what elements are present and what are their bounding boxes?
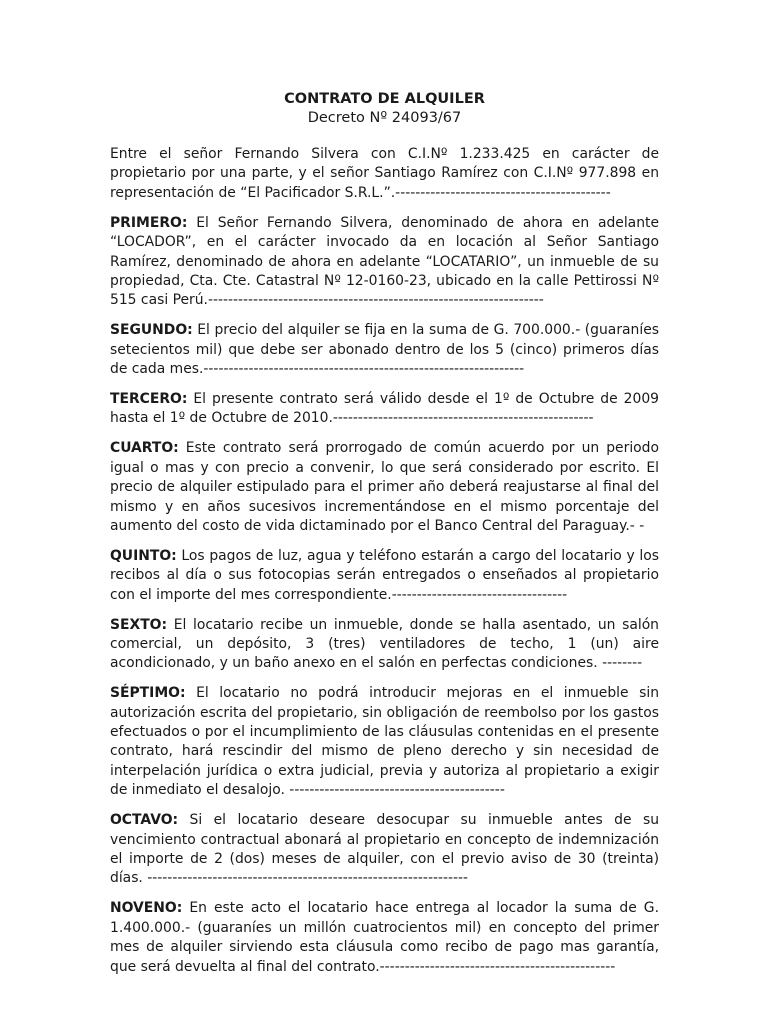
clause-heading: CUARTO: <box>110 440 179 457</box>
clause-heading: SEXTO: <box>110 616 168 633</box>
clause-text: Si el locatario deseare desocupar su inmueble antes de su vencimiento contractual abonará al propietario en concepto de indemnización el importe de 2 (dos) meses de alquiler, con el previo aviso de 30 (treinta) días. ---------------------------------------------------------------- <box>110 812 659 887</box>
clause-septimo <box>110 684 659 800</box>
clause-segundo <box>110 321 659 379</box>
clause-text: Los pagos de luz, agua y teléfono estarán a cargo del locatario y los recibos al día o sus fotocopias serán entregados o enseñados al propietario con el importe del mes correspondiente.----------------------------------- <box>110 547 659 603</box>
clause-primero <box>110 214 659 311</box>
clause-noveno <box>110 899 659 977</box>
clause-text: Este contrato será prorrogado de común acuerdo por un periodo igual o mas y con precio a convenir, lo que será considerado por escrito. El precio de alquiler estipulado para el primer año deberá reajustarse al final del mismo y en años sucesivos incrementándose en el mismo porcentaje del aumento del costo de vida dictaminado por el Banco Central del Paraguay.- - <box>110 440 659 534</box>
clause-cuarto <box>110 439 659 536</box>
clause-quinto <box>110 547 659 605</box>
clause-heading: SÉPTIMO: <box>110 685 186 702</box>
clause-text: El locatario recibe un inmueble, donde se halla asentado, un salón comercial, un depósito, 3 (tres) ventiladores de techo, 1 (un) aire acondicionado, y un baño anexo en el salón en perfectas condiciones. -------- <box>110 616 659 672</box>
clause-heading: NOVENO: <box>110 900 183 917</box>
clause-text: El locatario no podrá introducir mejoras en el inmueble sin autorización escrita del propietario, sin obligación de reembolso por los gastos efectuados o por el incumplimiento de las cláusulas contenidas en el presente contrato, hará rescindir del mismo de pleno derecho y sin necesidad de interpelación jurídica o extra judicial, previa y autoriza al propietario a exigir de inmediato el desalojo. ------------------------------------------- <box>110 685 659 799</box>
clause-text: El precio del alquiler se fija en la suma de G. 700.000.- (guaraníes setecientos mil) que debe ser abonado dentro de los 5 (cinco) primeros días de cada mes.---------------------------------------------------------------- <box>110 322 659 378</box>
contract-page <box>110 90 659 987</box>
clause-text: En este acto el locatario hace entrega al locador la suma de G. 1.400.000.- (guaraníes un millón cuatrocientos mil) en concepto del primer mes de alquiler sirviendo esta cláusula como recibo de pago mas garantía, que será devuelta al final del contrato.----------------------------------------------- <box>110 900 659 975</box>
document-title: CONTRATO DE ALQUILER <box>284 91 485 107</box>
document-subtitle: Decreto Nº 24093/67 <box>307 110 462 126</box>
clause-heading: SEGUNDO: <box>110 322 193 339</box>
clause-text: El presente contrato será válido desde el 1º de Octubre de 2009 hasta el 1º de Octubre de 2010.---------------------------------------------------- <box>110 390 659 427</box>
clause-heading: TERCERO: <box>110 390 188 407</box>
clause-octavo <box>110 811 659 889</box>
clause-heading: PRIMERO: <box>110 214 188 231</box>
intro-paragraph: Entre el señor Fernando Silvera con C.I.Nº 1.233.425 en carácter de propietario por una parte, y el señor Santiago Ramírez con C.I.Nº 977.898 en representación de “El Pacificador S.R.L.”.------------------------------------------- <box>110 146 659 201</box>
clause-text: El Señor Fernando Silvera, denominado de ahora en adelante “LOCADOR”, en el carácter invocado da en locación al Señor Santiago Ramírez, denominado de ahora en adelante “LOCATARIO”, un inmueble de su propiedad, Cta. Cte. Catastral Nº 12-0160-23, ubicado en la calle Pettirossi Nº 515 casi Perú.------------------------------------------------------------------- <box>110 214 659 309</box>
clause-sexto <box>110 616 659 674</box>
clause-tercero <box>110 390 659 429</box>
clause-heading: QUINTO: <box>110 547 177 564</box>
clause-heading: OCTAVO: <box>110 812 179 829</box>
